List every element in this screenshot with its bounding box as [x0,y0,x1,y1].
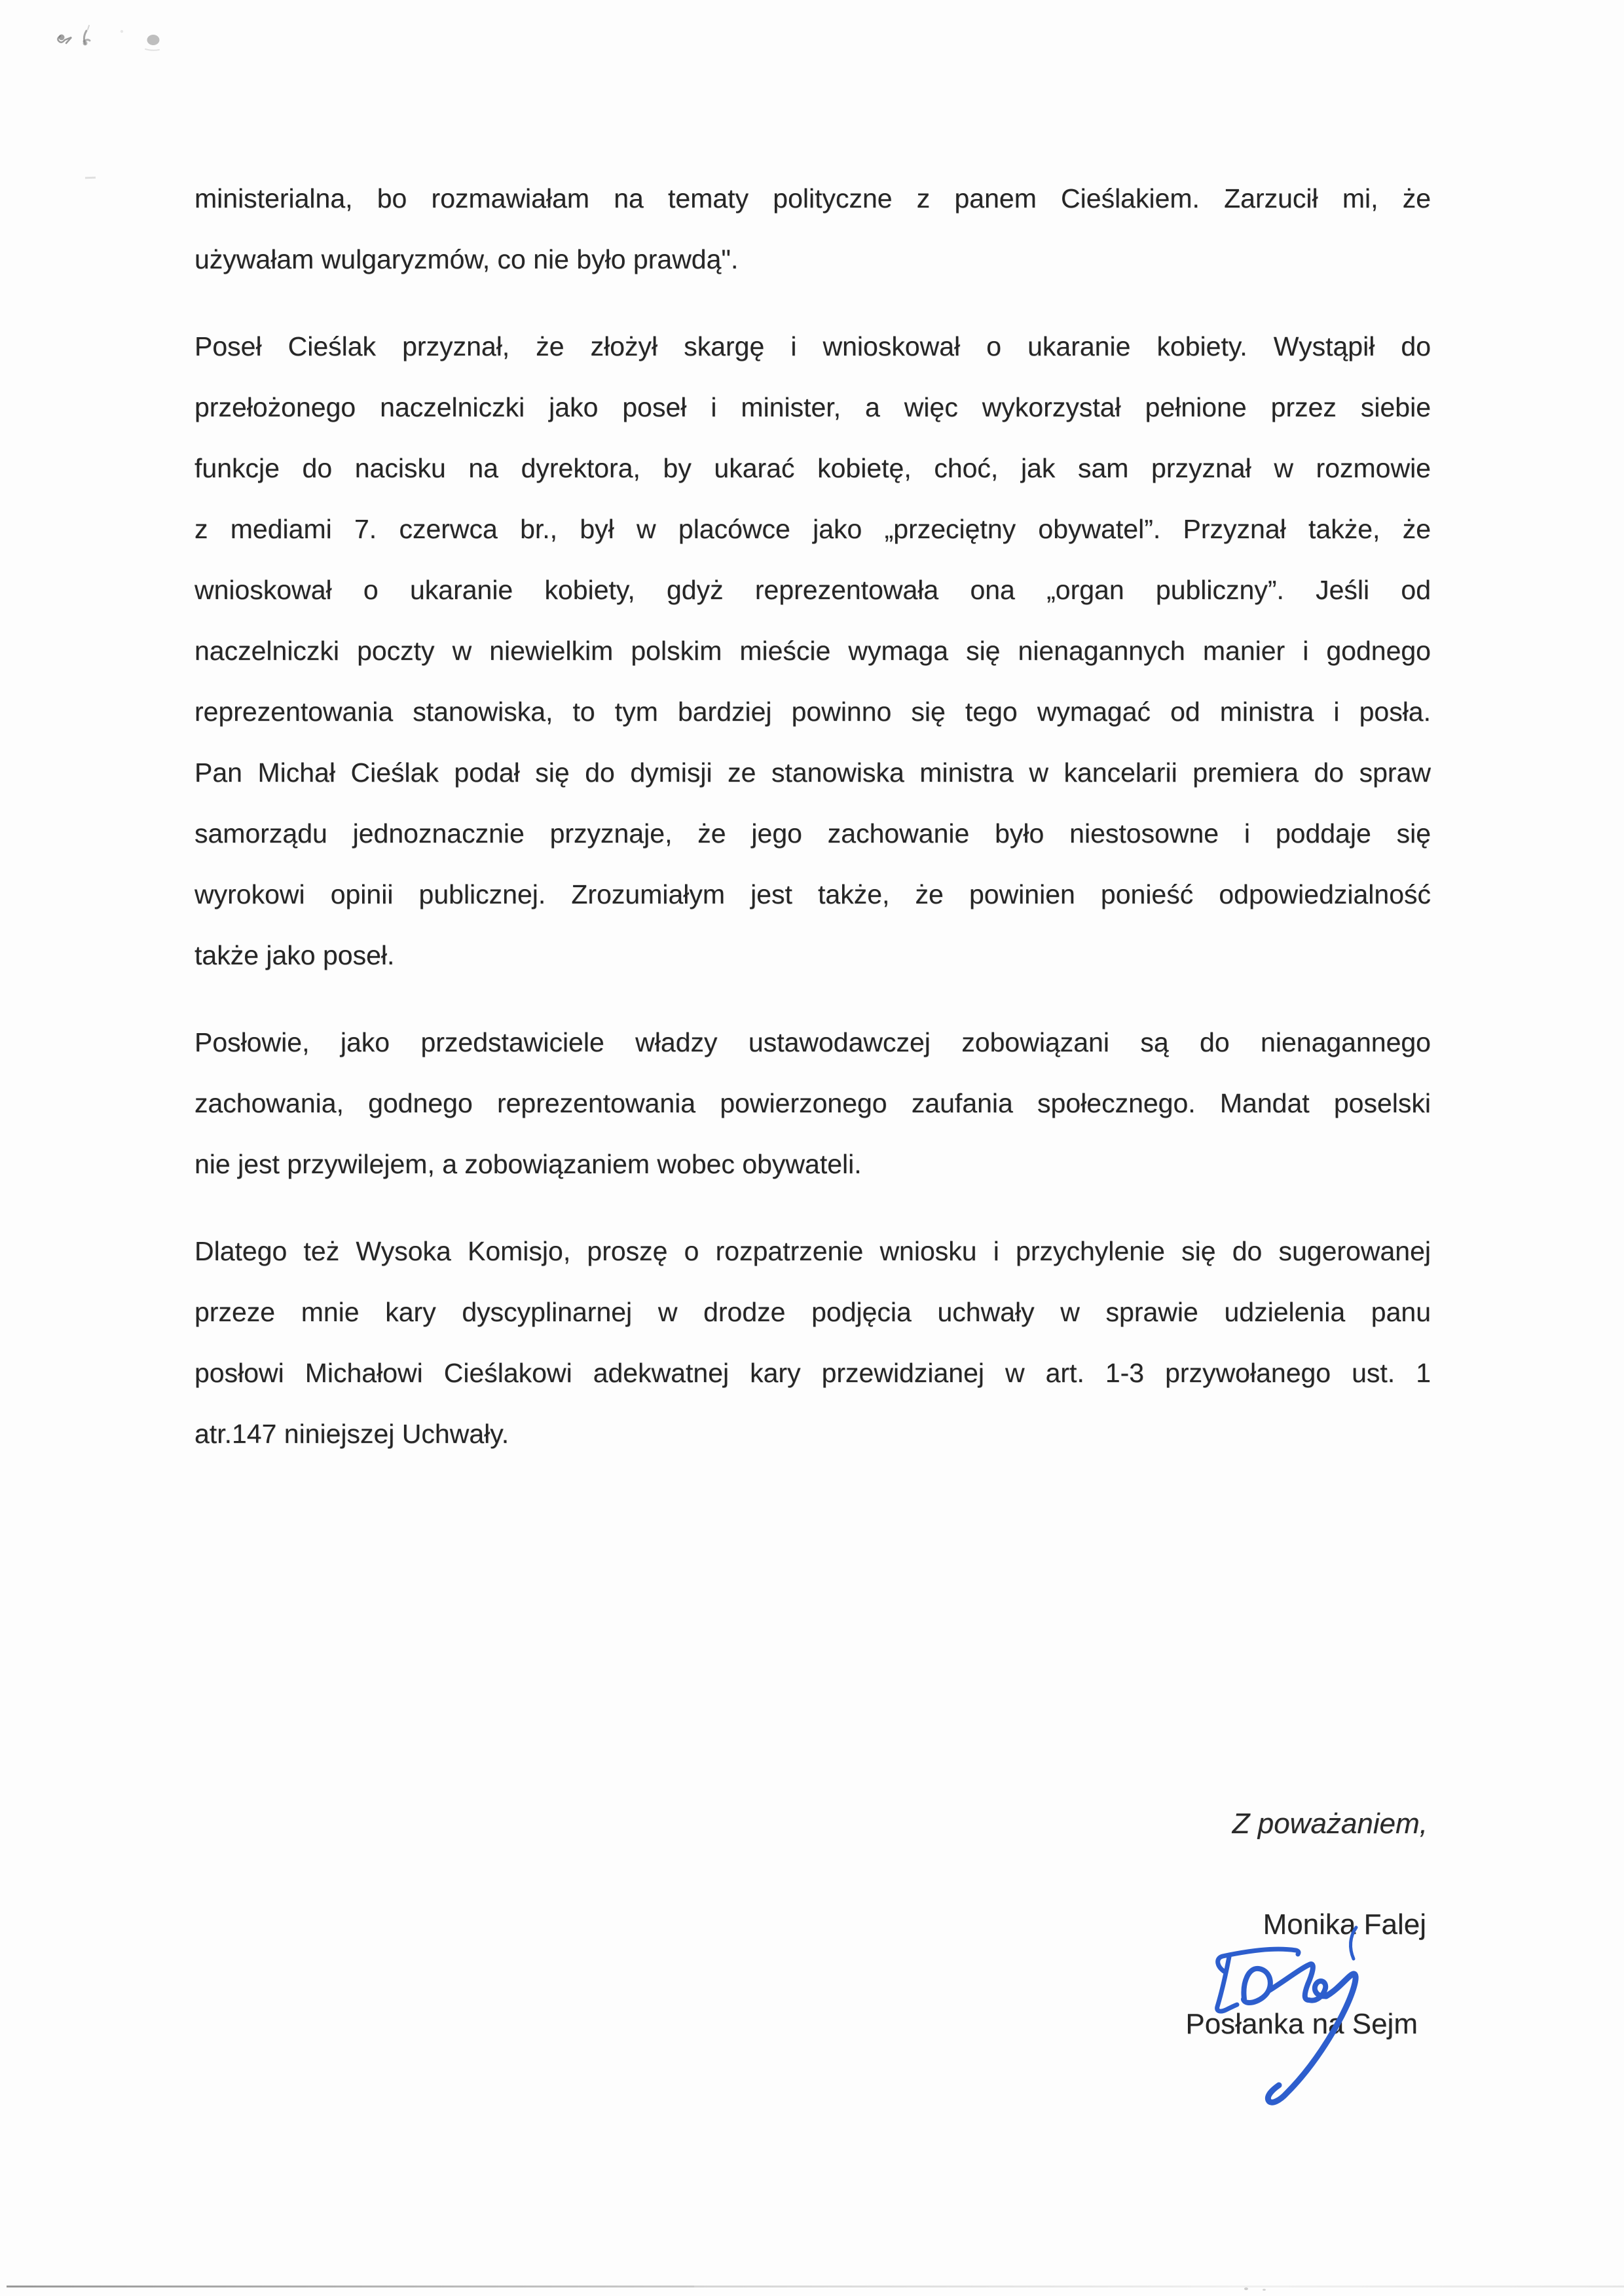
text-line: także jako poseł. [194,940,395,970]
text-line: funkcje do nacisku na dyrektora, by ukarać kobietę, choć, jak sam przyznał w rozmowie [194,453,1431,483]
text-line: Dlatego też Wysoka Komisjo, proszę o rozpatrzenie wniosku i przychylenie się do sugerowanej [194,1236,1431,1266]
text-line: używałam wulgaryzmów, co nie było prawdą". [194,244,739,274]
text-line: Poseł Cieślak przyznał, że złożył skargę i wnioskował o ukaranie kobiety. Wystąpił do [194,331,1431,361]
text-line: atr.147 niniejszej Uchwały. [194,1419,509,1449]
text-line: wnioskował o ukaranie kobiety, gdyż reprezentowała ona „organ publiczny”. Jeśli od [194,575,1431,605]
text-line: ministerialna, bo rozmawiałam na tematy polityczne z panem Cieślakiem. Zarzucił mi, że [194,183,1431,213]
text-line: z mediami 7. czerwca br., był w placówce jako „przeciętny obywatel”. Przyznał także, że [194,514,1431,544]
valediction: Z poważaniem, [1232,1808,1428,1840]
text-line: Posłowie, jako przedstawiciele władzy ustawodawczej zobowiązani są do nienagannego [194,1027,1431,1057]
text-line: Pan Michał Cieślak podał się do dymisji ze stanowiska ministra w kancelarii premiera do spraw [194,757,1431,788]
text-line: naczelniczki poczty w niewielkim polskim mieście wymaga się nienagannych manier i godnego [194,636,1431,666]
signer-name: Monika Falej [1263,1908,1426,1941]
scan-smudges [46,23,177,52]
scan-dot [1263,2289,1266,2291]
text-line: reprezentowania stanowiska, to tym bardziej powinno się tego wymagać od ministra i posła. [194,697,1431,727]
paragraph-2 [194,316,1431,986]
letter-body [194,168,1431,1465]
text-line: przełożonego naczelniczki jako poseł i minister, a więc wykorzystał pełnione przez siebie [194,392,1431,422]
scan-streak [7,2286,694,2287]
text-line: wyrokowi opinii publicznej. Zrozumiałym jest także, że powinien ponieść odpowiedzialność [194,879,1431,909]
signer-title: Posłanka na Sejm [1185,2008,1418,2040]
scan-streak [694,2286,1624,2287]
text-line: samorządu jednoznacznie przyznaje, że jego zachowanie było niestosowne i poddaje się [194,818,1431,848]
text-line: posłowi Michałowi Cieślakowi adekwatnej kary przewidzianej w art. 1-3 przywołanego ust. 1 [194,1358,1431,1388]
scan-dot [1244,2287,1248,2290]
scan-dash-artifact [85,177,96,179]
paragraph-4 [194,1221,1431,1465]
text-line: przeze mnie kary dyscyplinarnej w drodze podjęcia uchwały w sprawie udzielenia panu [194,1297,1431,1327]
text-line: nie jest przywilejem, a zobowiązaniem wobec obywateli. [194,1149,862,1179]
paragraph-1 [194,168,1431,290]
paragraph-3 [194,1012,1431,1195]
text-line: zachowania, godnego reprezentowania powierzonego zaufania społecznego. Mandat poselski [194,1088,1431,1118]
